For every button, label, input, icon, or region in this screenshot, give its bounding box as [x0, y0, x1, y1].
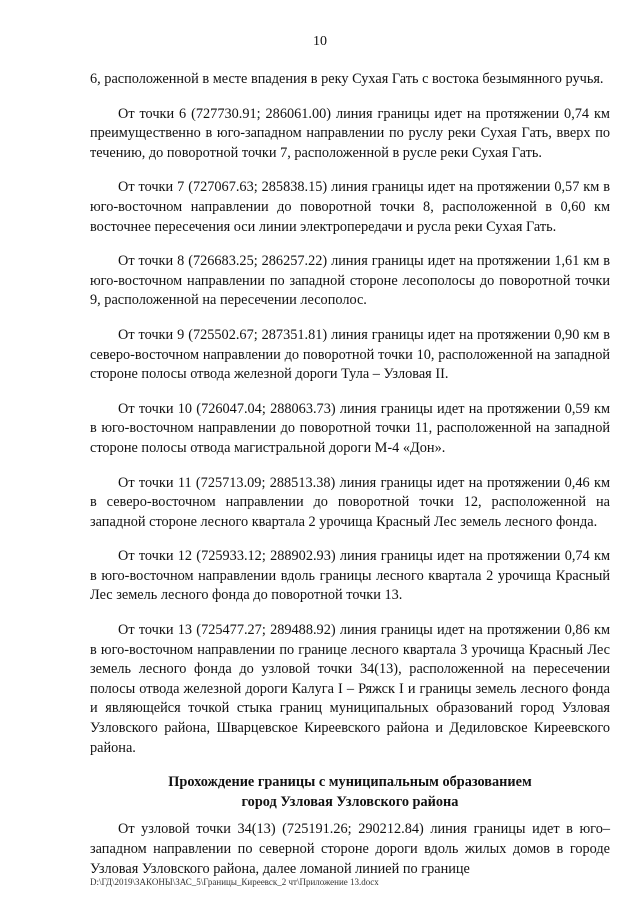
section-heading-line-1: Прохождение границы с муниципальным образованием	[168, 774, 532, 791]
paragraph-point-6: От точки 6 (727730.91; 286061.00) линия границы идет на протяжении 0,74 км преимущественно в юго-западном направлении по руслу реки Сухая Гать, вверх по течению, до поворотной точки 7, расположенной в русле реки Сухая Гать.	[90, 105, 610, 161]
paragraph-point-7: От точки 7 (727067.63; 285838.15) линия границы идет на протяжении 0,57 км в юго-восточном направлении до поворотной точки 8, расположенной в 0,60 км восточнее пересечения оси линии электропередачи и русла реки Сухая Гать.	[90, 179, 610, 235]
footer-file-path: D:\ГД\2019\ЗАКОНЫ\ЗАС_5\Границы_Киреевск_2 чт\Приложение 13.docx	[90, 877, 379, 887]
paragraph-point-8: От точки 8 (726683.25; 286257.22) линия границы идет на протяжении 1,61 км в юго-восточном направлении по западной стороне лесополосы до поворотной точки 9, расположенной на пересечении лесополос.	[90, 253, 610, 309]
paragraph-point-9: От точки 9 (725502.67; 287351.81) линия границы идет на протяжении 0,90 км в северо-восточном направлении до поворотной точки 10, расположенной на западной стороне полосы отвода железной дороги Тула – Узловая II.	[90, 326, 610, 383]
paragraph-point-13: От точки 13 (725477.27; 289488.92) линия границы идет на протяжении 0,86 км в юго-восточном направлении по границе лесного квартала 3 урочища Красный Лес земель лесного фонда до узловой точки 34(13), расположенной на пересечении полосы отвода железной дороги Калуга I – Ряжск I и границы земель лесного фонда и являющейся точкой стыка границ муниципальных образований город Узловая Узловского района, Шварцевское Киреевского района и Дедиловское Киреевского района.	[90, 622, 610, 756]
section-heading	[90, 773, 610, 812]
page-number: 10	[313, 34, 327, 49]
document-body	[90, 70, 610, 894]
paragraph-point-12: От точки 12 (725933.12; 288902.93) линия границы идет на протяжении 0,74 км в юго-восточном направлении вдоль границы лесного квартала 2 урочища Красный Лес земель лесного фонда до поворотной точки 13.	[90, 548, 610, 604]
section-heading-line-2: город Узловая Узловского района	[241, 793, 459, 810]
paragraph-continuation: 6, расположенной в месте впадения в реку Сухая Гать с востока безымянного ручья.	[90, 71, 604, 87]
paragraph-point-11: От точки 11 (725713.09; 288513.38) линия границы идет на протяжении 0,46 км в северо-восточном направлении до поворотной точки 12, расположенной на западной стороне лесного квартала 2 урочища Красный Лес земель лесного фонда.	[90, 474, 610, 530]
paragraph-point-10: От точки 10 (726047.04; 288063.73) линия границы идет на протяжении 0,59 км в юго-восточном направлении до поворотной точки 11, расположенной на западной стороне полосы отвода магистральной дороги М-4 «Дон».	[90, 400, 610, 456]
paragraph-point-34: От узловой точки 34(13) (725191.26; 290212.84) линия границы идет в юго–западном направлении по северной стороне дороги вдоль жилых домов в городе Узловая Узловского района, далее ломаной линией по границе	[90, 821, 610, 877]
